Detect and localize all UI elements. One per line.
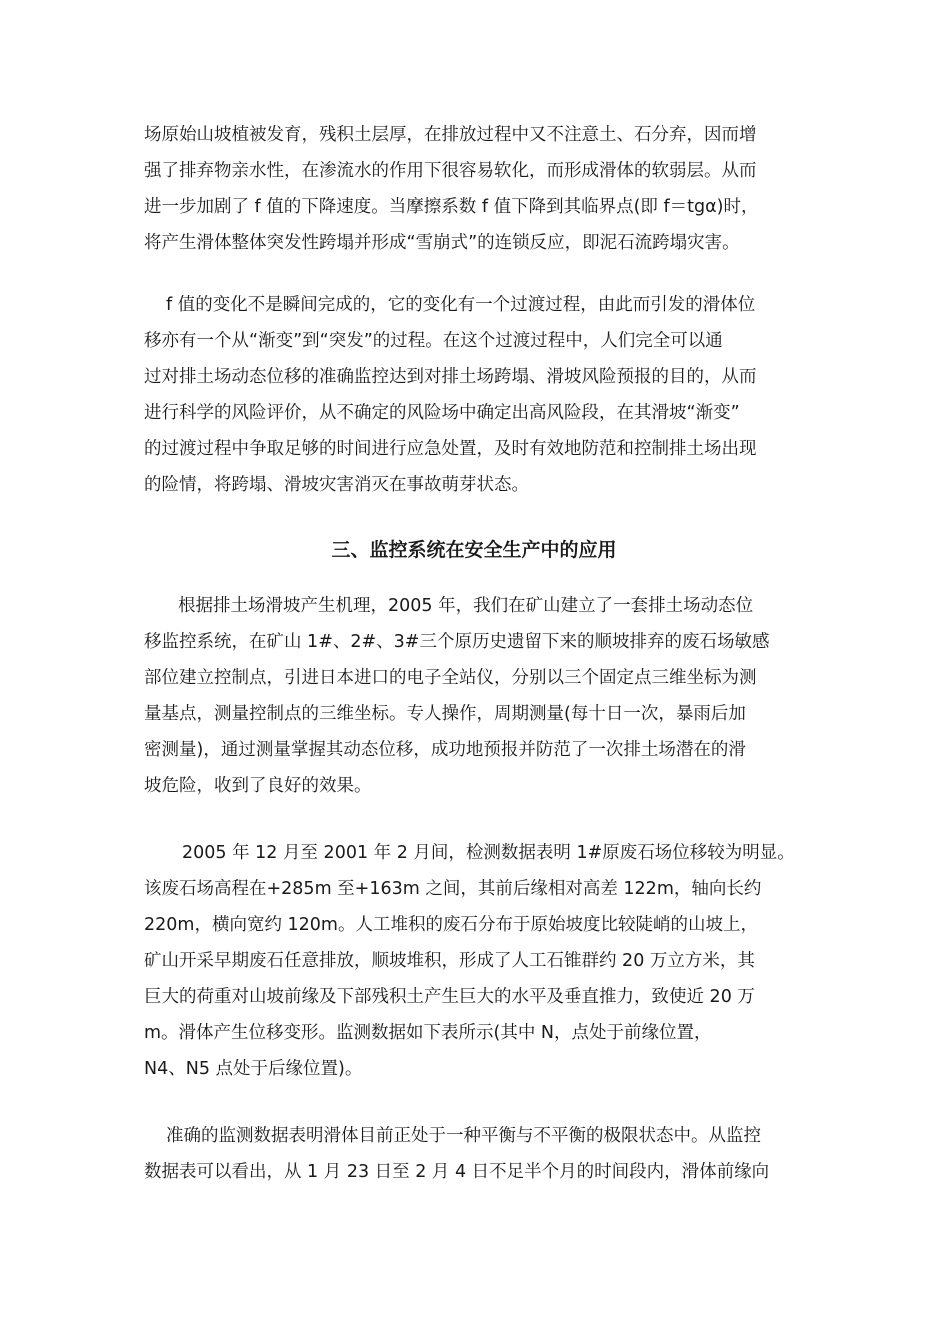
text-line: 矿山开采早期废石任意排放，顺坡堆积，形成了人工石锥群约 20 万立方米，其 [144,951,755,971]
text-line: 数据表可以看出，从 1 月 23 日至 2 月 4 日不足半个月的时间段内，滑体前缘向 [144,1162,770,1182]
text-line: 220m，横向宽约 120m。人工堆积的废石分布于原始坡度比较陡峭的山坡上， [144,915,758,935]
text-line: 准确的监测数据表明滑体目前正处于一种平衡与不平衡的极限状态中。从监控 [166,1126,761,1146]
text-line: 将产生滑体整体突发性跨塌并形成“雪崩式”的连锁反应，即泥石流跨塌灾害。 [144,233,740,253]
text-line: f 值的变化不是瞬间完成的，它的变化有一个过渡过程，由此而引发的滑体位 [166,295,756,315]
paragraph-2 [144,287,824,503]
text-line: 移亦有一个从“渐变”到“突发”的过程。在这个过渡过程中，人们完全可以通 [144,331,723,351]
text-line: 进一步加剧了 f 值的下降速度。当摩擦系数 f 值下降到其临界点(即 f＝tgα)时， [144,197,759,217]
text-line: 场原始山坡植被发育，残积土层厚，在排放过程中又不注意土、石分弃，因而增 [144,125,757,145]
section-heading: 三、监控系统在安全生产中的应用 [331,539,617,561]
text-line: m。滑体产生位移变形。监测数据如下表所示(其中 N，点处于前缘位置， [144,1023,712,1043]
text-line: 移监控系统，在矿山 1#、2#、3#三个原历史遗留下来的顺坡排弃的废石场敏感 [144,632,770,652]
text-line: 根据排土场滑坡产生机理，2005 年，我们在矿山建立了一套排土场动态位 [178,596,754,616]
paragraph-5 [144,1118,824,1190]
text-line: 密测量)，通过测量掌握其动态位移，成功地预报并防范了一次排土场潜在的滑 [144,740,746,760]
paragraph-1 [144,117,824,261]
text-line: 进行科学的风险评价，从不确定的风险场中确定出高风险段，在其滑坡“渐变” [144,403,740,423]
text-line: 2005 年 12 月至 2001 年 2 月间，检测数据表明 1#原废石场位移较为明显。 [182,843,795,863]
text-line: 部位建立控制点，引进日本进口的电子全站仪，分别以三个固定点三维坐标为测 [144,668,757,688]
paragraph-3 [144,588,824,804]
text-line: N4、N5 点处于后缘位置)。 [144,1059,363,1079]
text-line: 坡危险，收到了良好的效果。 [144,776,372,796]
text-line: 强了排弃物亲水性，在渗流水的作用下很容易软化，而形成滑体的软弱层。从而 [144,161,757,181]
text-line: 巨大的荷重对山坡前缘及下部残积土产生巨大的水平及垂直推力，致使近 20 万 [144,987,755,1007]
paragraph-4 [144,835,824,1087]
text-line: 的过渡过程中争取足够的时间进行应急处置，及时有效地防范和控制排土场出现 [144,439,757,459]
text-line: 过对排土场动态位移的准确监控达到对排土场跨塌、滑坡风险预报的目的，从而 [144,367,757,387]
text-line: 量基点，测量控制点的三维坐标。专人操作，周期测量(每十日一次，暴雨后加 [144,704,746,724]
text-line: 该废石场高程在+285m 至+163m 之间，其前后缘相对高差 122m，轴向长约 [144,879,762,899]
text-line: 的险情，将跨塌、滑坡灾害消灭在事故萌芽状态。 [144,475,529,495]
